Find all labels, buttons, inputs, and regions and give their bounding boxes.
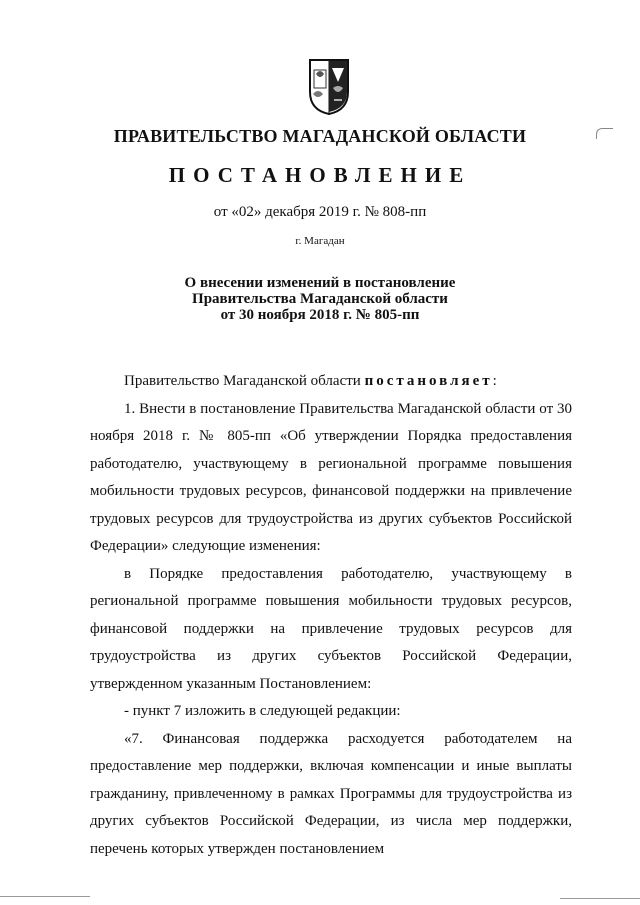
document-type: ПОСТАНОВЛЕНИЕ bbox=[168, 163, 472, 187]
paragraph-2: в Порядке предоставления работодателю, участвующему в региональной программе повышения мобильности трудовых ресурсов, финансовой поддержки на привлечение трудовых ресурсов для трудоустройства из других субъектов Российской Федерации, утвержденном указанным Постановлением: bbox=[90, 565, 572, 692]
document-date-number: от «02» декабря 2019 г. № 808-пп bbox=[213, 204, 427, 220]
coat-of-arms-icon bbox=[308, 58, 350, 116]
city: г. Магадан bbox=[295, 235, 345, 247]
document-body bbox=[90, 368, 572, 863]
scan-edge-line-left bbox=[0, 896, 90, 897]
scan-edge-line-right bbox=[560, 898, 640, 899]
subject-line-1: О внесении изменений в постановление bbox=[184, 275, 456, 291]
paragraph-3: - пункт 7 изложить в следующей редакции: bbox=[124, 703, 401, 719]
preamble-lead: Правительство Магаданской области bbox=[124, 373, 365, 389]
subject-line-2: Правительства Магаданской области bbox=[192, 291, 448, 307]
paragraph-1: 1. Внести в постановление Правительства Магаданской области от 30 ноября 2018 г. № 805-пп «Об утверждении Порядка предоставления работодателю, участвующему в региональной программе повышения мобильности трудовых ресурсов, финансовой поддержки на привлечение трудовых ресурсов для трудоустройства из других субъектов Российской Федерации» следующие изменения: bbox=[90, 400, 572, 554]
paragraph-preamble bbox=[90, 368, 572, 396]
subject-line-3: от 30 ноября 2018 г. № 805-пп bbox=[220, 307, 420, 323]
preamble-end: : bbox=[492, 373, 497, 389]
preamble-verb: постановляет bbox=[364, 373, 493, 389]
paragraph-4: «7. Финансовая поддержка расходуется работодателем на предоставление мер поддержки, включая компенсации и иные выплаты гражданину, привлеченному в рамках Программы для трудоустройства из других субъектов Российской Федерации, из числа мер поддержки, перечень которых утвержден постановлением bbox=[90, 730, 572, 857]
government-title: ПРАВИТЕЛЬСТВО МАГАДАНСКОЙ ОБЛАСТИ bbox=[113, 126, 527, 146]
document-subject bbox=[0, 275, 640, 323]
